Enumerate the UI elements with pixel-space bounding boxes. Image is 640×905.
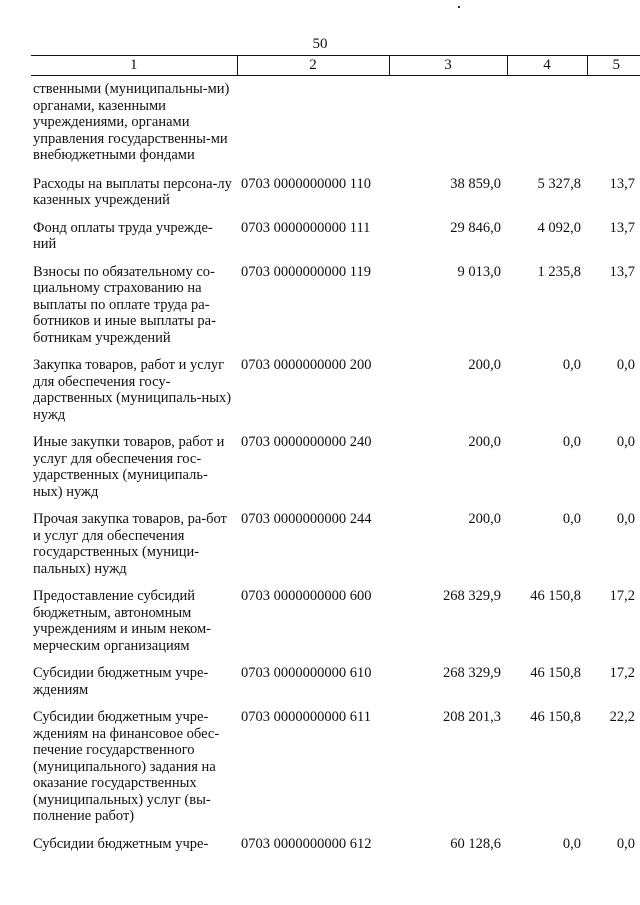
header-col-2: 2 xyxy=(237,56,389,76)
header-col-1: 1 xyxy=(31,56,237,76)
row-name: Предоставление субсидий бюджетным, автономным учреждениям и иным неком-мерческим организациям xyxy=(33,588,211,654)
row-name: Закупка товаров, работ и услуг для обеспечения госу-дарственных (муниципаль-ных) нужд xyxy=(33,357,232,423)
row-code: 0703 0000000000 244 xyxy=(241,511,372,527)
header-col-5: 5 xyxy=(587,56,640,76)
row-percent: 0,0 xyxy=(616,434,635,450)
row-code: 0703 0000000000 612 xyxy=(241,835,372,852)
header-row xyxy=(31,56,640,76)
row-name: Субсидии бюджетным учре-ждениям xyxy=(33,665,209,698)
row-actual: 46 150,8 xyxy=(530,709,581,725)
row-actual: 46 150,8 xyxy=(530,588,581,604)
table-row xyxy=(31,220,640,264)
row-percent: 17,2 xyxy=(609,665,635,681)
row-actual: 0,0 xyxy=(562,434,581,450)
header-col-3: 3 xyxy=(389,56,507,76)
row-actual xyxy=(507,76,587,176)
row-plan: 268 329,9 xyxy=(443,588,501,604)
page-number: 50 xyxy=(312,36,328,52)
row-actual: 1 235,8 xyxy=(537,263,581,280)
row-code: 0703 0000000000 600 xyxy=(241,588,372,604)
row-plan: 9 013,0 xyxy=(457,263,501,280)
row-code: 0703 0000000000 119 xyxy=(241,263,371,280)
row-name: Субсидии бюджетным учре-ждениям на финансовое обес-печение государственного (муниципального) задания на оказание государственных (муниципальных) услуг (вы-полнение работ) xyxy=(33,709,220,824)
scan-speck xyxy=(458,6,460,8)
row-percent xyxy=(587,76,640,176)
row-percent: 13,7 xyxy=(609,175,635,192)
table-row xyxy=(31,709,640,836)
row-name: Фонд оплаты труда учрежде-ний xyxy=(33,219,213,252)
row-name: Прочая закупка товаров, ра-бот и услуг для обеспечения государственных (муници-пальных) нужд xyxy=(33,511,227,577)
row-plan: 200,0 xyxy=(468,511,501,527)
row-code: 0703 0000000000 610 xyxy=(241,665,372,681)
row-plan: 200,0 xyxy=(468,357,501,373)
row-actual: 4 092,0 xyxy=(537,219,581,236)
row-actual: 5 327,8 xyxy=(537,175,581,192)
table-row xyxy=(31,264,640,358)
row-percent: 13,7 xyxy=(609,219,635,236)
row-code xyxy=(237,76,389,176)
row-percent: 17,2 xyxy=(609,588,635,604)
table-row xyxy=(31,665,640,709)
row-plan: 200,0 xyxy=(468,434,501,450)
row-percent: 22,2 xyxy=(609,709,635,725)
table-row xyxy=(31,434,640,511)
row-code: 0703 0000000000 611 xyxy=(241,709,371,725)
table-row xyxy=(31,588,640,665)
row-percent: 0,0 xyxy=(616,357,635,373)
row-actual: 46 150,8 xyxy=(530,665,581,681)
row-name: Взносы по обязательному со-циальному страхованию на выплаты по оплате труда ра-ботников и иные выплаты ра-ботникам учреждений xyxy=(33,263,216,346)
row-name: Иные закупки товаров, работ и услуг для обеспечения гос-ударственных (муниципаль-ных) нужд xyxy=(33,434,225,500)
row-plan: 60 128,6 xyxy=(450,835,501,852)
row-code: 0703 0000000000 111 xyxy=(241,219,371,236)
row-plan: 38 859,0 xyxy=(450,175,501,192)
row-actual: 0,0 xyxy=(562,357,581,373)
row-actual: 0,0 xyxy=(562,511,581,527)
table-row xyxy=(31,511,640,588)
row-plan: 29 846,0 xyxy=(450,219,501,236)
row-percent: 13,7 xyxy=(609,263,635,280)
row-actual: 0,0 xyxy=(562,835,581,852)
row-plan xyxy=(389,76,507,176)
header-col-4: 4 xyxy=(507,56,587,76)
row-plan: 268 329,9 xyxy=(443,665,501,681)
budget-table xyxy=(31,55,640,863)
table-row xyxy=(31,836,640,864)
row-code: 0703 0000000000 110 xyxy=(241,175,371,192)
row-percent: 0,0 xyxy=(616,511,635,527)
row-name: Субсидии бюджетным учре- xyxy=(33,835,209,852)
row-code: 0703 0000000000 240 xyxy=(241,434,372,450)
row-name: Расходы на выплаты персона-лу казенных учреждений xyxy=(33,175,232,208)
table-row xyxy=(31,357,640,434)
row-name: ственными (муниципальны-ми) органами, казенными учреждениями, органами управления государственны-ми внебюджетными фондами xyxy=(33,81,230,163)
row-code: 0703 0000000000 200 xyxy=(241,357,372,373)
row-percent: 0,0 xyxy=(616,835,635,852)
table-row xyxy=(31,176,640,220)
table-row xyxy=(31,76,640,176)
row-plan: 208 201,3 xyxy=(443,709,501,725)
